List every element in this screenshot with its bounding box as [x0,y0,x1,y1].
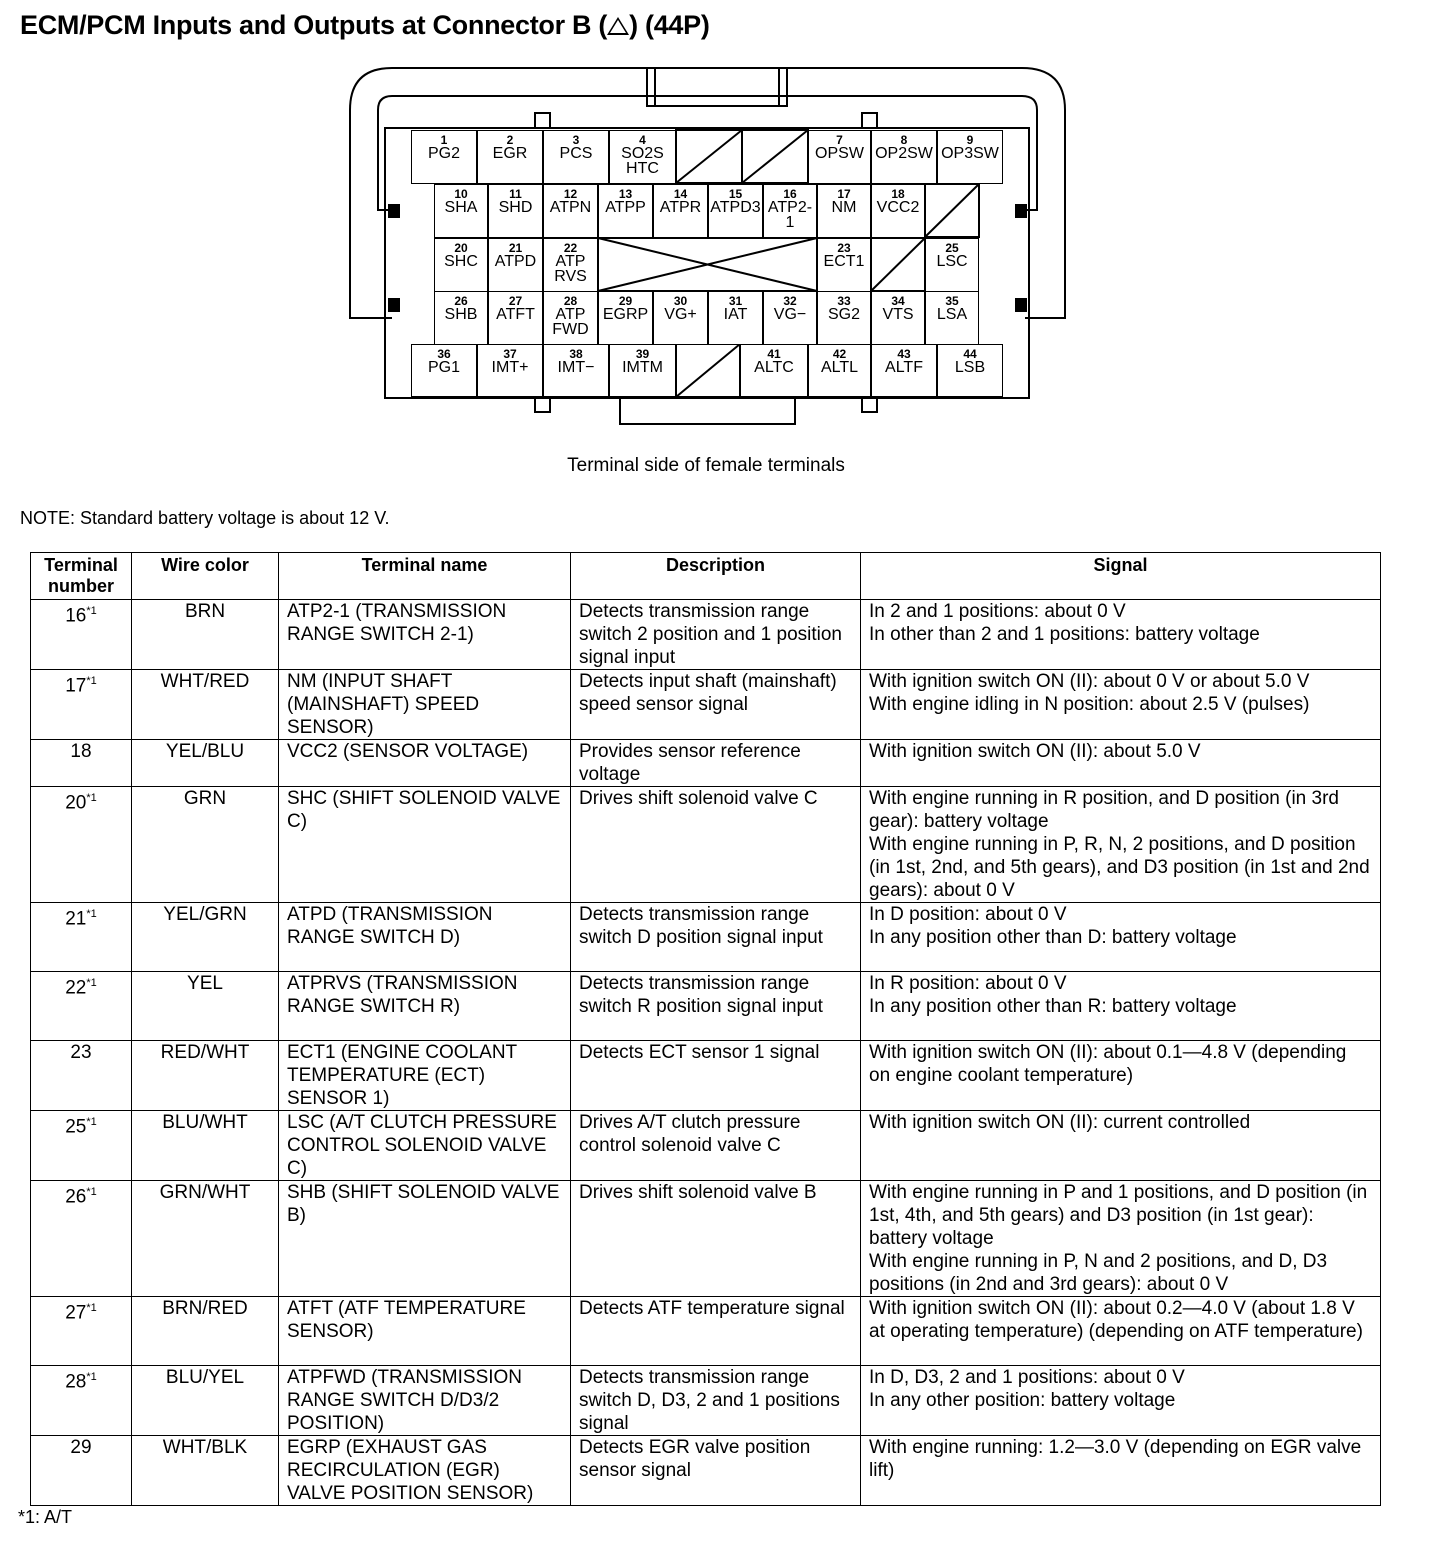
table-row [31,972,1381,1041]
terminal-number: 34 [891,294,905,308]
terminal-label: PG1 [427,359,460,376]
terminal-label: ATPD3 [710,199,761,216]
connector-terminal [434,238,488,292]
footnote-mark: *1 [86,1116,97,1128]
cell-signal [861,600,1381,670]
connector-terminal [543,130,609,184]
cell-wire-color: BLU/YEL [132,1366,279,1436]
terminal-label: IMTM [622,359,663,376]
header-wire-color: Wire color [132,553,279,600]
terminal-label: LSB [954,359,986,376]
header-signal: Signal [861,553,1381,600]
connector-terminal [763,291,817,345]
connector-terminal [543,344,609,397]
footnote-mark: *1 [86,605,97,617]
header-terminal-number: Terminal number [31,553,132,600]
connector-terminal [871,291,925,345]
connector-diagram [0,0,1440,440]
terminal-label: ATPN [549,199,592,216]
connector-terminal [808,344,871,397]
cell-signal [861,1436,1381,1506]
connector-terminal [543,291,598,345]
connector-terminal [817,238,871,292]
terminal-label: IMT− [557,359,595,376]
cell-wire-color: BRN/RED [132,1297,279,1366]
footnote-mark: *1 [86,1302,97,1314]
table-row [31,1297,1381,1366]
terminal-number: 31 [728,294,743,308]
table-body [31,600,1381,1506]
terminal-number: 42 [832,347,847,361]
terminal-number-text: 29 [70,1437,92,1458]
terminal-number-text: 28 [65,1371,87,1393]
terminal-label: VG− [773,306,807,323]
cell-terminal-name: ATP2-1 (TRANSMISSION RANGE SWITCH 2-1) [279,600,571,670]
table-row [31,1366,1381,1436]
connector-terminal [598,291,653,345]
table-row [31,670,1381,740]
cell-signal [861,1041,1381,1111]
terminal-number: 32 [783,294,797,308]
cell-description: Detects ATF temperature signal [571,1297,861,1366]
warning-triangle-icon [607,17,629,35]
cell-wire-color: YEL/BLU [132,740,279,787]
cell-terminal-name: EGRP (EXHAUST GAS RECIRCULATION (EGR) VALVE POSITION SENSOR) [279,1436,571,1506]
terminal-number: 14 [673,187,688,201]
terminal-number: 29 [618,294,633,308]
header-terminal-name: Terminal name [279,553,571,600]
signal-line: With ignition switch ON (II): about 5.0 V [869,741,1201,762]
terminal-label: SHB [444,306,478,323]
connector-terminal [740,344,808,397]
cell-signal [861,1181,1381,1297]
terminal-number: 20 [454,241,468,255]
connector-terminal [817,184,871,238]
table-row [31,600,1381,670]
table-header-row [31,553,1381,600]
terminal-label: ATPD [494,253,537,270]
terminal-label: ATPR [659,199,702,216]
connector-terminal [434,291,488,345]
cell-wire-color: YEL [132,972,279,1041]
cell-terminal-name: ECT1 (ENGINE COOLANT TEMPERATURE (ECT) SENSOR 1) [279,1041,571,1111]
title-text: ECM/PCM Inputs and Outputs at Connector B [20,10,592,40]
connector-terminal [609,344,676,397]
signal-line: In R position: about 0 V [869,973,1067,994]
cell-terminal-name: SHB (SHIFT SOLENOID VALVE B) [279,1181,571,1297]
footnote-mark: *1 [86,675,97,687]
footnote: *1: A/T [18,1507,73,1527]
terminal-number-text: 26 [65,1186,87,1208]
terminal-number: 33 [837,294,851,308]
footnote-mark: *1 [86,792,97,804]
cell-description: Detects transmission range switch 2 position and 1 position signal input [571,600,861,670]
cell-terminal-number [31,670,132,740]
terminal-number: 15 [728,187,743,201]
cell-signal [861,740,1381,787]
page-title [20,10,710,41]
cell-description: Provides sensor reference voltage [571,740,861,787]
cell-description: Detects input shaft (mainshaft) speed sensor signal [571,670,861,740]
connector-terminal [937,130,1003,184]
terminal-number-text: 21 [65,908,87,930]
signal-line: With engine running in P and 1 positions, and D position (in 1st, 4th, and 5th gears) and D3 position (in 1st gear): battery voltage [869,1182,1368,1249]
terminal-label: SG2 [827,306,860,323]
connector-terminal [808,130,871,184]
signal-line: With engine idling in N position: about 2.5 V (pulses) [869,694,1310,715]
cell-terminal-name: VCC2 (SENSOR VOLTAGE) [279,740,571,787]
terminal-number-text: 22 [65,977,87,999]
terminal-label: EGR [492,145,528,162]
terminal-label: IAT [723,306,748,323]
terminal-label: IMT+ [491,359,529,376]
terminal-label: NM [831,199,857,216]
cell-signal [861,1111,1381,1181]
signal-line: In any other position: battery voltage [869,1390,1176,1411]
terminal-number: 41 [767,347,781,361]
terminal-number: 3 [572,133,580,147]
terminal-label: PCS [559,145,593,162]
table-row [31,787,1381,903]
cell-description: Detects transmission range switch D position signal input [571,903,861,972]
connector-terminal [708,184,763,238]
terminal-number: 12 [563,187,578,201]
terminal-label: PG2 [427,145,460,162]
terminal-number: 2 [506,133,514,147]
cell-terminal-number [31,1041,132,1111]
terminal-label: OP3SW [941,145,999,162]
terminal-number: 37 [503,347,517,361]
cell-terminal-number [31,1297,132,1366]
connector-terminal [925,238,979,292]
terminal-label: ECT1 [823,253,865,270]
signal-line: With ignition switch ON (II): about 0.2—4.0 V (about 1.8 V at operating temperature) (depending on ATF temperature) [869,1298,1363,1342]
signal-line: With engine running in P, N and 2 positions, and D, D3 positions (in 2nd and 3rd gears): about 0 V [869,1251,1328,1295]
cell-signal [861,1366,1381,1436]
connector-terminal [871,130,937,184]
terminal-number-text: 20 [65,792,87,814]
footnote-mark: *1 [86,1371,97,1383]
cell-terminal-number [31,1181,132,1297]
cell-description: Drives shift solenoid valve B [571,1181,861,1297]
terminal-label: ALTF [885,359,923,376]
signal-line: With ignition switch ON (II): current controlled [869,1112,1251,1133]
header-description: Description [571,553,861,600]
signal-line: In other than 2 and 1 positions: battery voltage [869,624,1260,645]
connector-terminal [609,130,676,184]
terminal-label: LSA [936,306,968,323]
connector-caption: Terminal side of female terminals [567,455,845,476]
terminal-label: VG+ [664,306,697,323]
signal-line: In D position: about 0 V [869,904,1067,925]
terminal-label: ATPP [605,199,646,216]
terminal-label: EGRP [602,306,649,323]
terminal-number: 13 [618,187,633,201]
terminal-number: 44 [963,347,977,361]
table-row [31,740,1381,787]
terminal-number: 23 [837,241,851,255]
table-row [31,1041,1381,1111]
cell-terminal-number [31,972,132,1041]
terminal-number: 26 [454,294,468,308]
connector-terminal [543,238,598,292]
terminal-number: 7 [836,133,843,147]
cell-wire-color: YEL/GRN [132,903,279,972]
signal-line: In any position other than D: battery voltage [869,927,1237,948]
terminal-label: ALTC [754,359,794,376]
terminal-label: ATP2-1 [767,199,813,231]
connector-terminal [763,184,817,238]
signal-line: With engine running in R position, and D position (in 3rd gear): battery voltage [869,788,1339,832]
cell-description: Detects transmission range switch D, D3, 2 and 1 positions signal [571,1366,861,1436]
signal-line: In D, D3, 2 and 1 positions: about 0 V [869,1367,1185,1388]
connector-terminal [925,291,979,345]
connector-terminal [708,291,763,345]
footnote-mark: *1 [86,977,97,989]
connector-terminal [477,344,543,397]
connector-terminal [871,344,937,397]
cell-wire-color: WHT/BLK [132,1436,279,1506]
terminal-label: SHC [444,253,478,270]
connector-terminal [543,184,598,238]
terminal-number-text: 17 [65,675,87,697]
cell-terminal-name: ATPD (TRANSMISSION RANGE SWITCH D) [279,903,571,972]
battery-voltage-note: NOTE: Standard battery voltage is about 12 V. [20,508,390,528]
cell-description: Drives A/T clutch pressure control solenoid valve C [571,1111,861,1181]
cell-terminal-number [31,1366,132,1436]
cell-terminal-name: NM (INPUT SHAFT (MAINSHAFT) SPEED SENSOR) [279,670,571,740]
terminal-label: SHD [498,199,533,216]
cell-terminal-number [31,600,132,670]
connector-terminal [488,238,543,292]
connector-terminal [937,344,1003,397]
terminal-number: 38 [569,347,583,361]
terminal-number: 39 [635,347,650,361]
title-paren-open: ( [598,10,608,40]
connector-terminal [598,184,653,238]
cell-terminal-number [31,1436,132,1506]
cell-terminal-name: ATFT (ATF TEMPERATURE SENSOR) [279,1297,571,1366]
terminal-number: 27 [508,294,523,308]
cell-description: Detects transmission range switch R position signal input [571,972,861,1041]
footnote-mark: *1 [86,908,97,920]
cell-description: Drives shift solenoid valve C [571,787,861,903]
cell-signal [861,787,1381,903]
cell-terminal-number [31,1111,132,1181]
cell-terminal-name: SHC (SHIFT SOLENOID VALVE C) [279,787,571,903]
cell-terminal-name: ATPFWD (TRANSMISSION RANGE SWITCH D/D3/2 POSITION) [279,1366,571,1436]
terminal-number: 10 [454,187,468,201]
terminal-number: 8 [900,133,908,147]
connector-terminal [817,291,871,345]
table-row [31,1181,1381,1297]
signal-line: With engine running: 1.2—3.0 V (depending on EGR valve lift) [869,1437,1362,1481]
terminal-label: ALTL [820,359,859,376]
terminal-number: 22 [563,241,578,255]
connector-terminal [434,184,488,238]
terminal-number: 36 [437,347,451,361]
cell-terminal-name: ATPRVS (TRANSMISSION RANGE SWITCH R) [279,972,571,1041]
terminal-table [30,552,1381,1506]
cell-wire-color: GRN [132,787,279,903]
terminal-label: ATP RVS [554,253,587,285]
connector-terminal [411,344,477,397]
title-paren-close: ) [629,10,638,40]
terminal-label: SO2S HTC [621,145,664,177]
connector-terminal [488,184,543,238]
cell-wire-color: BRN [132,600,279,670]
connector-terminal [488,291,543,345]
cell-description: Detects EGR valve position sensor signal [571,1436,861,1506]
signal-line: With ignition switch ON (II): about 0 V or about 5.0 V [869,671,1310,692]
cell-terminal-name: LSC (A/T CLUTCH PRESSURE CONTROL SOLENOID VALVE C) [279,1111,571,1181]
table-row [31,903,1381,972]
table-row [31,1111,1381,1181]
terminal-number: 4 [639,133,646,147]
cell-wire-color: WHT/RED [132,670,279,740]
footnote-mark: *1 [86,1186,97,1198]
terminal-label: LSC [936,253,968,270]
cell-signal [861,972,1381,1041]
terminal-label: SHA [444,199,478,216]
terminal-number: 21 [508,241,523,255]
terminal-number: 16 [783,187,797,201]
terminal-number: 35 [945,294,959,308]
terminal-number: 28 [563,294,578,308]
terminal-number-text: 23 [70,1042,92,1063]
cell-terminal-number [31,903,132,972]
terminal-number-text: 16 [65,605,87,627]
connector-terminal [477,130,543,184]
terminal-number: 9 [966,133,974,147]
terminal-label: VTS [882,306,914,323]
terminal-number: 17 [837,187,851,201]
signal-line: In any position other than R: battery voltage [869,996,1237,1017]
terminal-label: OP2SW [875,145,933,162]
terminal-number-text: 25 [65,1116,87,1138]
terminal-number: 11 [509,187,522,201]
cell-description: Detects ECT sensor 1 signal [571,1041,861,1111]
terminal-label: VCC2 [876,199,920,216]
signal-line: With ignition switch ON (II): about 0.1—4.8 V (depending on engine coolant temperature) [869,1042,1347,1086]
terminal-label: OPSW [815,145,864,162]
cell-signal [861,903,1381,972]
connector-terminal [653,184,708,238]
cell-signal [861,1297,1381,1366]
cell-wire-color: BLU/WHT [132,1111,279,1181]
terminal-label: ATFT [496,306,535,323]
terminal-number-text: 27 [65,1302,87,1324]
table-row [31,1436,1381,1506]
cell-signal [861,670,1381,740]
terminal-number: 30 [673,294,688,308]
title-pin-count: (44P) [645,10,710,40]
terminal-number-text: 18 [70,741,92,762]
terminal-number: 43 [897,347,911,361]
connector-terminal [871,184,925,238]
signal-line: In 2 and 1 positions: about 0 V [869,601,1126,622]
connector-terminal [653,291,708,345]
terminal-number: 18 [891,187,905,201]
signal-line: With engine running in P, R, N, 2 positions, and D position (in 1st, 2nd, and 5th gears), and D3 position (in 1st and 2nd gears): about 0 V [869,834,1370,901]
terminal-number: 1 [440,133,448,147]
terminal-number: 25 [945,241,959,255]
cell-terminal-number [31,740,132,787]
cell-terminal-number [31,787,132,903]
cell-wire-color: RED/WHT [132,1041,279,1111]
cell-wire-color: GRN/WHT [132,1181,279,1297]
connector-terminal [411,130,477,184]
terminal-label: ATP FWD [552,306,589,338]
